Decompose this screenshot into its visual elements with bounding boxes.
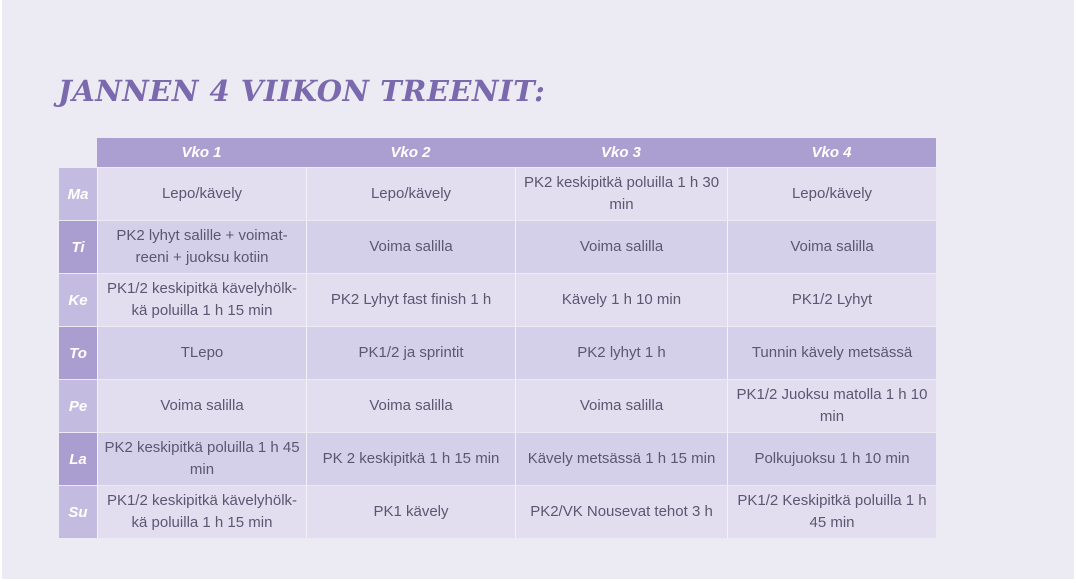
day-label: To bbox=[59, 326, 97, 379]
day-label: Ma bbox=[59, 167, 97, 220]
table-cell: PK2 keskipitkä poluilla 1 h 30 min bbox=[515, 167, 727, 220]
table-cell: PK2 Lyhyt fast finish 1 h bbox=[306, 273, 515, 326]
table-cell: PK1/2 keskipitkä kävelyhölk-kä poluilla 1 h 15 min bbox=[97, 273, 306, 326]
column-header-week-4: Vko 4 bbox=[727, 138, 936, 167]
table-cell: Voima salilla bbox=[97, 379, 306, 432]
table-cell: Lepo/kävely bbox=[306, 167, 515, 220]
table-cell: PK1/2 keskipitkä kävelyhölk-kä poluilla 1 h 15 min bbox=[97, 485, 306, 538]
table-cell: Tunnin kävely metsässä bbox=[727, 326, 936, 379]
header-row bbox=[59, 138, 936, 167]
table-cell: Lepo/kävely bbox=[97, 167, 306, 220]
day-label: Ti bbox=[59, 220, 97, 273]
table-cell: Kävely 1 h 10 min bbox=[515, 273, 727, 326]
table-cell: Voima salilla bbox=[727, 220, 936, 273]
page bbox=[2, 0, 1074, 579]
table-cell: PK1/2 ja sprintit bbox=[306, 326, 515, 379]
table-row bbox=[59, 167, 936, 220]
table-row bbox=[59, 220, 936, 273]
table-cell: Voima salilla bbox=[306, 220, 515, 273]
column-header-week-1: Vko 1 bbox=[97, 138, 306, 167]
table-cell: Kävely metsässä 1 h 15 min bbox=[515, 432, 727, 485]
table-cell: Lepo/kävely bbox=[727, 167, 936, 220]
header-corner bbox=[59, 138, 97, 167]
table-row bbox=[59, 273, 936, 326]
table-cell: PK1/2 Lyhyt bbox=[727, 273, 936, 326]
table-cell: Voima salilla bbox=[515, 220, 727, 273]
day-label: Su bbox=[59, 485, 97, 538]
training-schedule-table bbox=[59, 138, 936, 538]
table-cell: PK2 keskipitkä poluilla 1 h 45 min bbox=[97, 432, 306, 485]
table-cell: PK2 lyhyt 1 h bbox=[515, 326, 727, 379]
day-label: Pe bbox=[59, 379, 97, 432]
table-cell: PK 2 keskipitkä 1 h 15 min bbox=[306, 432, 515, 485]
table-row bbox=[59, 432, 936, 485]
table-cell: PK1 kävely bbox=[306, 485, 515, 538]
table-row bbox=[59, 379, 936, 432]
day-label: La bbox=[59, 432, 97, 485]
column-header-week-3: Vko 3 bbox=[515, 138, 727, 167]
page-title: JANNEN 4 VIIKON TREENIT: bbox=[58, 74, 546, 108]
table-cell: Polkujuoksu 1 h 10 min bbox=[727, 432, 936, 485]
day-label: Ke bbox=[59, 273, 97, 326]
table-cell: Voima salilla bbox=[515, 379, 727, 432]
table-cell: PK1/2 Keskipitkä poluilla 1 h 45 min bbox=[727, 485, 936, 538]
table-cell: Voima salilla bbox=[306, 379, 515, 432]
table-row bbox=[59, 485, 936, 538]
column-header-week-2: Vko 2 bbox=[306, 138, 515, 167]
table-cell: PK2/VK Nousevat tehot 3 h bbox=[515, 485, 727, 538]
table-cell: TLepo bbox=[97, 326, 306, 379]
table-cell: PK1/2 Juoksu matolla 1 h 10 min bbox=[727, 379, 936, 432]
table-cell: PK2 lyhyt salille + voimat-reeni + juoksu kotiin bbox=[97, 220, 306, 273]
table-row bbox=[59, 326, 936, 379]
